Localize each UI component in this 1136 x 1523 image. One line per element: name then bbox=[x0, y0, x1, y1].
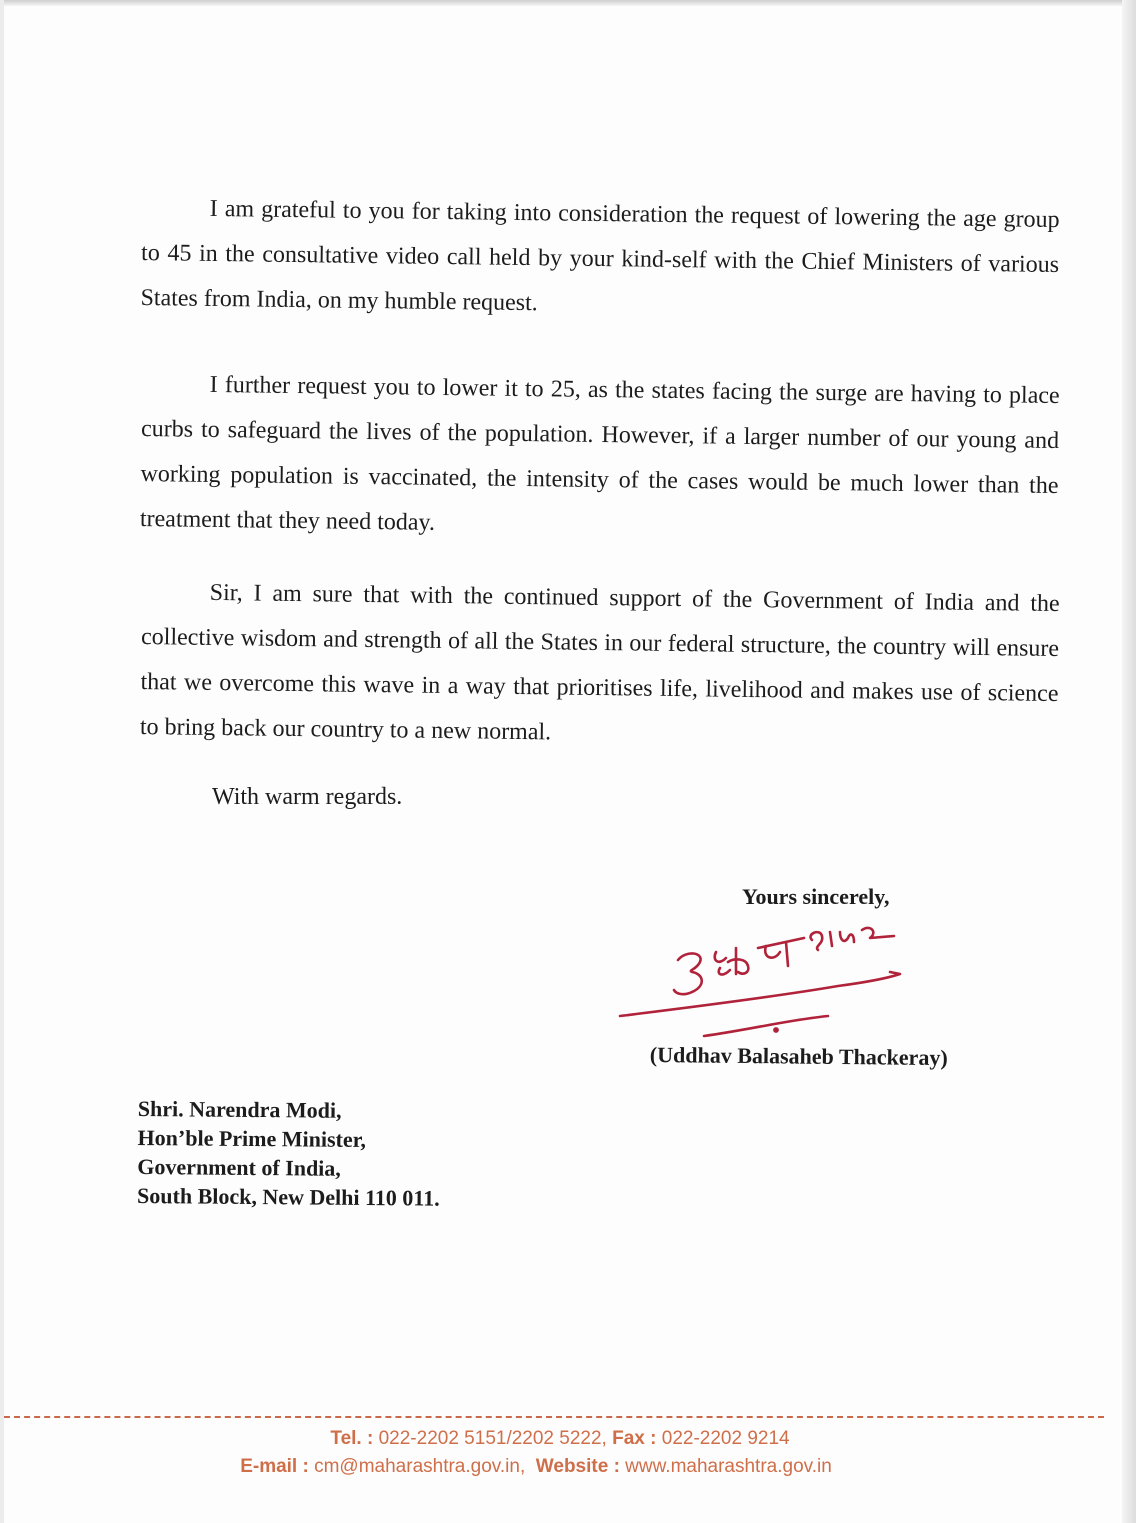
recipient-line: Hon’ble Prime Minister, bbox=[137, 1124, 367, 1152]
page-edge-left bbox=[0, 0, 4, 1523]
fax-value: 022-2202 9214 bbox=[661, 1428, 790, 1449]
footer-contact-web bbox=[0, 1456, 1104, 1478]
page-edge-right bbox=[1122, 0, 1136, 1523]
tel-label: Tel. : bbox=[330, 1428, 374, 1449]
email-label: E-mail : bbox=[240, 1456, 309, 1477]
handwritten-signature bbox=[608, 912, 928, 1042]
website-value: www.maharashtra.gov.in bbox=[625, 1456, 832, 1477]
email-value: cm@maharashtra.gov.in, bbox=[314, 1456, 526, 1477]
closing-regards: With warm regards. bbox=[212, 784, 403, 810]
paragraph-assurance: Sir, I am sure that with the continued support of the Government of India and the collective wisdom and strength of all the States in our federal structure, the country will ensure that we overcome this wave in a way that prioritises life, livelihood and makes use of science to bring back our country to a new normal. bbox=[139, 579, 1060, 746]
paragraph-gratitude: I am grateful to you for taking into consideration the request of lowering the age group to 45 in the consultative video call held by your kind-self with the Chief Ministers of various States from India, on my humble request. bbox=[140, 195, 1060, 317]
recipient-address bbox=[137, 1094, 441, 1213]
paragraph-request: I further request you to lower it to 25, as the states facing the surge are having to place curbs to safeguard the lives of the population. However, if a larger number of our young and working population is vaccinated, the intensity of the cases would be much lower than the treatment that they need today. bbox=[139, 371, 1060, 536]
signatory-name: (Uddhav Balasaheb Thackeray) bbox=[649, 1042, 948, 1071]
recipient-line: South Block, New Delhi 110 011. bbox=[137, 1182, 440, 1211]
recipient-line: Government of India, bbox=[137, 1153, 341, 1181]
fax-label: Fax : bbox=[612, 1428, 657, 1449]
website-label: Website : bbox=[535, 1456, 620, 1477]
sign-off: Yours sincerely, bbox=[742, 884, 890, 909]
recipient-line: Shri. Narendra Modi, bbox=[137, 1095, 342, 1123]
tel-value: 022-2202 5151/2202 5222, bbox=[378, 1428, 607, 1449]
page-edge-top bbox=[0, 0, 1136, 6]
footer-contact-phone bbox=[0, 1428, 1128, 1450]
footer-divider bbox=[4, 1416, 1104, 1418]
